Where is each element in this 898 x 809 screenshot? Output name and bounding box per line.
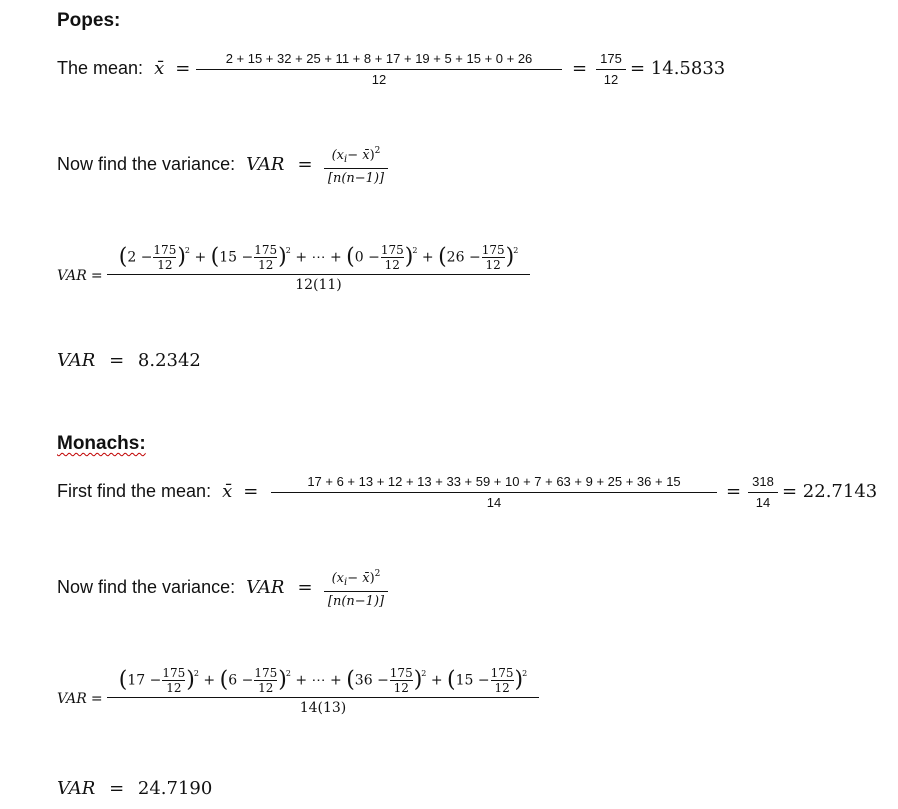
monarchs-sum-denominator: 14 [755, 495, 771, 510]
monarchs-variance-label [57, 577, 313, 598]
popes-var-result-line [57, 350, 201, 371]
popes-expanded-fraction [107, 244, 530, 293]
popes-mean-numerator: 2 + 15 + 32 + 25 + 11 + 8 + 17 + 19 + 5 + 15 + 0 + 26 [225, 51, 533, 66]
squared: 2 [374, 146, 381, 156]
popes-eq: = [175, 58, 191, 79]
monarchs-expanded-denominator: 14(13) [299, 700, 347, 716]
popes-variance-label [57, 154, 313, 175]
squared: 2 [374, 569, 381, 579]
popes-var-eq: = [297, 154, 313, 175]
fraction-bar [107, 274, 530, 275]
popes-sum-numerator: 175 [600, 51, 622, 66]
monarchs-eq-2: = [726, 481, 742, 502]
monarchs-var-result: 24.7190 [137, 778, 213, 799]
monarchs-var-label-2 [57, 691, 103, 707]
monarchs-mean-result: = 22.7143 [782, 481, 878, 502]
popes-var-result: 8.2342 [137, 350, 201, 371]
sub-i: i [344, 154, 348, 165]
monarchs-var-eq: = [297, 577, 313, 598]
popes-mean-label-text: The mean: [57, 58, 144, 78]
fraction-bar [324, 591, 388, 592]
monarchs-sum-numerator: 318 [752, 474, 774, 489]
formula-xbar: x̄ [362, 148, 370, 163]
popes-variance-label-text: Now find the variance: [57, 154, 236, 174]
popes-mean-fraction [196, 51, 562, 87]
monarchs-var-symbol-2: VAR [57, 691, 87, 707]
popes-var-eq-3: = [109, 350, 125, 371]
popes-expanded-numerator: (2 − $\frac{175}{12}$ )$^2$ + (15 − $\frac{175}{12}$ )$^2$ + ⋯ + (0 − $\frac{175}{12}$ )$^2$ + (26 − $\frac{175}{12}$ )$^2$ [118, 243, 519, 272]
minus-sign: − [347, 148, 359, 163]
popes-var-symbol: VAR [246, 154, 285, 175]
popes-var-formula: ($x_i-$ x̄)$^2$ [n(n−1)] [324, 146, 388, 186]
monarchs-var-formula-den: [n(n−1)] [327, 594, 385, 609]
popes-expanded-denominator: 12(11) [295, 277, 342, 293]
monarchs-heading [57, 433, 146, 455]
monarchs-variance-label-text: Now find the variance: [57, 577, 236, 597]
fraction-bar [196, 69, 562, 70]
popes-eq-2: = [572, 58, 588, 79]
popes-var-eq-2: = [90, 268, 103, 284]
monarchs-var-formula: ($x_i-$ x̄)$^2$ [n(n−1)] [324, 569, 388, 609]
popes-xbar: x̄ [154, 58, 165, 79]
sub-i: i [344, 577, 348, 588]
fraction-bar [107, 697, 539, 698]
monarchs-var-symbol-3: VAR [57, 778, 96, 799]
monarchs-var-eq-2: = [90, 691, 103, 707]
monarchs-mean-denominator: 14 [486, 495, 502, 510]
monarchs-sum-fraction [748, 474, 778, 510]
var-formula-x: (x [331, 148, 344, 163]
popes-var-label-2 [57, 268, 103, 284]
popes-mean-label [57, 58, 190, 79]
fraction-bar [596, 69, 626, 70]
monarchs-mean-label-text: First find the mean: [57, 481, 212, 501]
popes-var-symbol-2: VAR [57, 268, 87, 284]
var-formula-x: (x [331, 571, 344, 586]
popes-sum-fraction [596, 51, 626, 87]
fraction-bar [748, 492, 778, 493]
monarchs-var-eq-3: = [109, 778, 125, 799]
monarchs-xbar: x̄ [222, 481, 233, 502]
popes-var-symbol-3: VAR [57, 350, 96, 371]
popes-mean-denominator: 12 [371, 72, 387, 87]
minus-sign: − [347, 571, 359, 586]
monarchs-mean-fraction [271, 474, 717, 510]
monarchs-mean-numerator: 17 + 6 + 13 + 12 + 13 + 33 + 59 + 10 + 7 + 63 + 9 + 25 + 36 + 15 [307, 474, 681, 489]
monarchs-var-symbol: VAR [246, 577, 285, 598]
popes-heading: Popes: [57, 10, 121, 31]
popes-var-formula-den: [n(n−1)] [327, 171, 385, 186]
monarchs-eq: = [243, 481, 259, 502]
popes-sum-denominator: 12 [603, 72, 619, 87]
popes-mean-result: = 14.5833 [630, 58, 726, 79]
fraction-bar [271, 492, 717, 493]
monarchs-mean-label [57, 481, 258, 502]
monarchs-expanded-fraction [107, 667, 539, 716]
monarchs-heading-text: Monachs: [57, 433, 146, 454]
formula-xbar: x̄ [362, 571, 370, 586]
monarchs-expanded-numerator: (17 − $\frac{175}{12}$ )$^2$ + (6 − $\frac{175}{12}$ )$^2$ + ⋯ + (36 − $\frac{175}{12}$ )$^2$ + (15 − $\frac{175}{12}$ )$^2$ [118, 666, 528, 695]
monarchs-var-result-line [57, 778, 212, 799]
fraction-bar [324, 168, 388, 169]
